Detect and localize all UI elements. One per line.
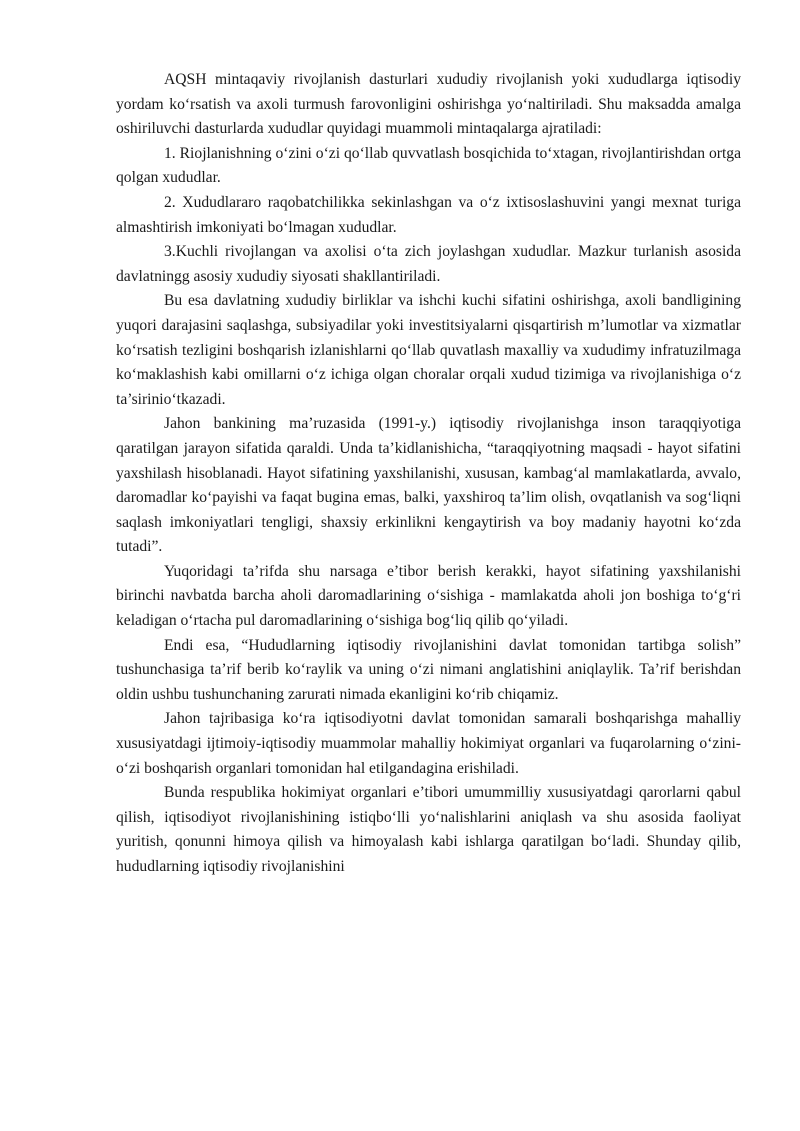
paragraph-usa-regional-programs: AQSH mintaqaviy rivojlanish dasturlari xududiy rivojlanish yoki xududlarga iqtisodiy yordam ko‘rsatish va axoli turmush farovonligini oshirishga yo‘naltiriladi. Shu maksadda amalga oshiriluvchi dasturlarda xududlar quyidagi muammoli mintaqalarga ajratiladi: bbox=[116, 71, 741, 138]
paragraph-state-policy: Bu esa davlatning xududiy birliklar va ishchi kuchi sifatini oshirishga, axoli bandligining yuqori darajasini saqlashga, subsiyadilar yoki investitsiyalarni qisqartirish m’lumotlar va xizmatlar ko‘rsatish tezligini boshqarish izlanishlarni qo‘llab quvatlash maxalliy va xududimy infratuzilmaga ko‘maklashish kabi omillarni o‘z ichiga olgan choralar orqali xudud tizimiga va rivojlanishiga o‘z ta’sirinio‘tkazadi. bbox=[116, 292, 741, 408]
list-item-1: 1. Riojlanishning o‘zini o‘zi qo‘llab quvvatlash bosqichida to‘xtagan, rivojlantirishdan ortga qolgan xududlar. bbox=[116, 144, 741, 187]
paragraph-regulation-concept: Endi esa, “Hududlarning iqtisodiy rivojlanishini davlat tomonidan tartibga solish” tushunchasiga ta’rif berib ko‘raylik va uning o‘zi nimani anglatishini aniqlaylik. Ta’rif berishdan oldin ushbu tushunchaning zarurati nimada ekanligini ko‘rib chiqamiz. bbox=[116, 636, 741, 703]
paragraph-republic-authorities: Bunda respublika hokimiyat organlari e’tibori umummilliy xususiyatdagi qarorlarni qabul qilish, iqtisodiyot rivojlanishining istiqbo‘lli yo‘nalishlarini aniqlash va shu asosida faoliyat yuritish, qonunni himoya qilish va himoyalash kabi ishlarga qaratilgan bo‘ladi. Shunday qilib, hududlarning iqtisodiy rivojlanishini bbox=[116, 784, 741, 875]
list-item-3: 3.Kuchli rivojlangan va axolisi o‘ta zich joylashgan xududlar. Mazkur turlanish asosida davlatningg asosiy xududiy siyosati shakllantiriladi. bbox=[116, 243, 741, 285]
paragraph-world-bank: Jahon bankining ma’ruzasida (1991-y.) iqtisodiy rivojlanishga inson taraqqiyotiga qaratilgan jarayon sifatida qaraldi. Unda ta’kidlanishicha, “taraqqiyotning maqsadi - hayot sifatini yaxshilash hisoblanadi. Hayot sifatining yaxshilanishi, xususan, kambag‘al mamlakatlarda, avvalo, daromadlar ko‘payishi va faqat bugina emas, balki, yaxshiroq ta’lim olish, ovqatlanish va sog‘liqni saqlash imkoniyatlari tengligi, shaxsiy erkinlikni kengaytirish va boy madaniy hayotni ko‘zda tutadi”. bbox=[116, 415, 741, 556]
document-page bbox=[116, 68, 741, 880]
paragraph-definition-note: Yuqoridagi ta’rifda shu narsaga e’tibor berish kerakki, hayot sifatining yaxshilanishi birinchi navbatda barcha aholi daromadlarining o‘sishiga - mamlakatda aholi jon boshiga to‘g‘ri keladigan o‘rtacha pul daromadlarining o‘sishiga bog‘liq qilib qo‘yiladi. bbox=[116, 562, 741, 630]
paragraph-world-experience: Jahon tajribasiga ko‘ra iqtisodiyotni davlat tomonidan samarali boshqarishga mahalliy xususiyatdagi ijtimoiy-iqtisodiy muammolar mahalliy hokimiyat organlari va fuqarolarning o‘zini-o‘zi boshqarish organlari tomonidan hal etilgandagina erishiladi. bbox=[116, 710, 741, 777]
list-item-2: 2. Xududlararo raqobatchilikka sekinlashgan va o‘z ixtisoslashuvini yangi mexnat turiga almashtirish imkoniyati bo‘lmagan xududlar. bbox=[116, 193, 741, 236]
